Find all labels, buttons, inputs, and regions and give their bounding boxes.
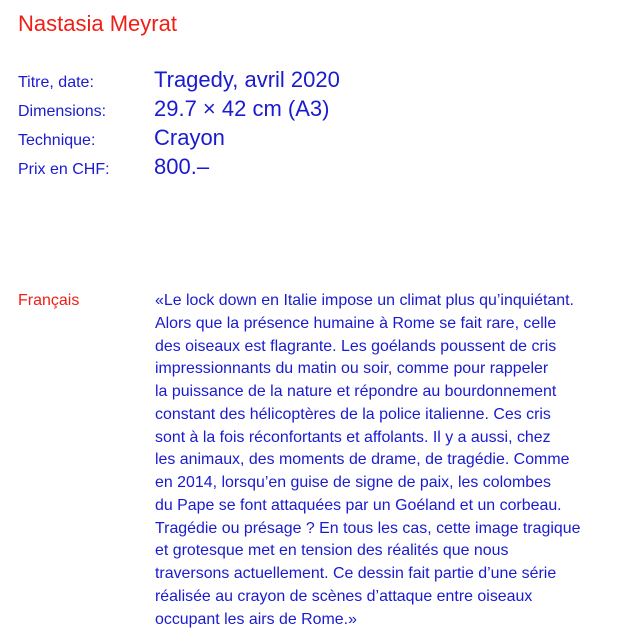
detail-row-title <box>18 65 340 94</box>
description-line: constant des hélicoptères de la police italienne. Ces cris <box>155 405 551 423</box>
description-line: des oiseaux est flagrante. Les goélands poussent de cris <box>155 337 557 355</box>
detail-row-technique <box>18 123 340 152</box>
detail-label: Technique: <box>18 132 96 149</box>
description-line: sont à la fois réconfortants et affolants. Il y a aussi, chez <box>155 428 551 446</box>
description-line: réalisée au crayon de scènes d’attaque entre oiseaux <box>155 587 533 605</box>
description-line: Tragédie ou présage ? En tous les cas, cette image tragique <box>155 519 581 537</box>
detail-value: Tragedy, avril 2020 <box>154 67 340 92</box>
description-line: traversons actuellement. Ce dessin fait partie d’une série <box>155 565 557 582</box>
detail-row-price <box>18 152 340 181</box>
description-line: Alors que la présence humaine à Rome se fait rare, celle <box>155 314 557 332</box>
artist-name: Nastasia Meyrat <box>18 11 177 36</box>
description-line: la puissance de la nature et répondre au bourdonnement <box>155 383 557 400</box>
detail-label: Dimensions: <box>18 103 107 120</box>
detail-label: Titre, date: <box>18 74 94 91</box>
description-line: impressionnants du matin ou soir, comme pour rappeler <box>155 360 549 378</box>
detail-row-dimensions <box>18 94 340 123</box>
description-line: occupant les airs de Rome.» <box>155 610 357 628</box>
artwork-details <box>18 65 340 181</box>
description-line: les animaux, des moments de drame, de tragédie. Comme <box>155 451 570 469</box>
detail-value: 800.– <box>154 154 210 179</box>
language-label: Français <box>18 292 80 309</box>
description-line: et grotesque met en tension des réalités que nous <box>155 542 509 560</box>
description-text <box>155 290 635 631</box>
description-line: en 2014, lorsqu’en guise de signe de paix, les colombes <box>155 474 551 491</box>
detail-value: Crayon <box>154 125 225 150</box>
detail-value: 29.7 × 42 cm (A3) <box>154 96 330 121</box>
detail-label: Prix en CHF: <box>18 161 110 178</box>
description-line: du Pape se font attaquées par un Goéland et un corbeau. <box>155 496 562 514</box>
description-line: «Le lock down en Italie impose un climat plus qu’inquiétant. <box>155 292 574 309</box>
